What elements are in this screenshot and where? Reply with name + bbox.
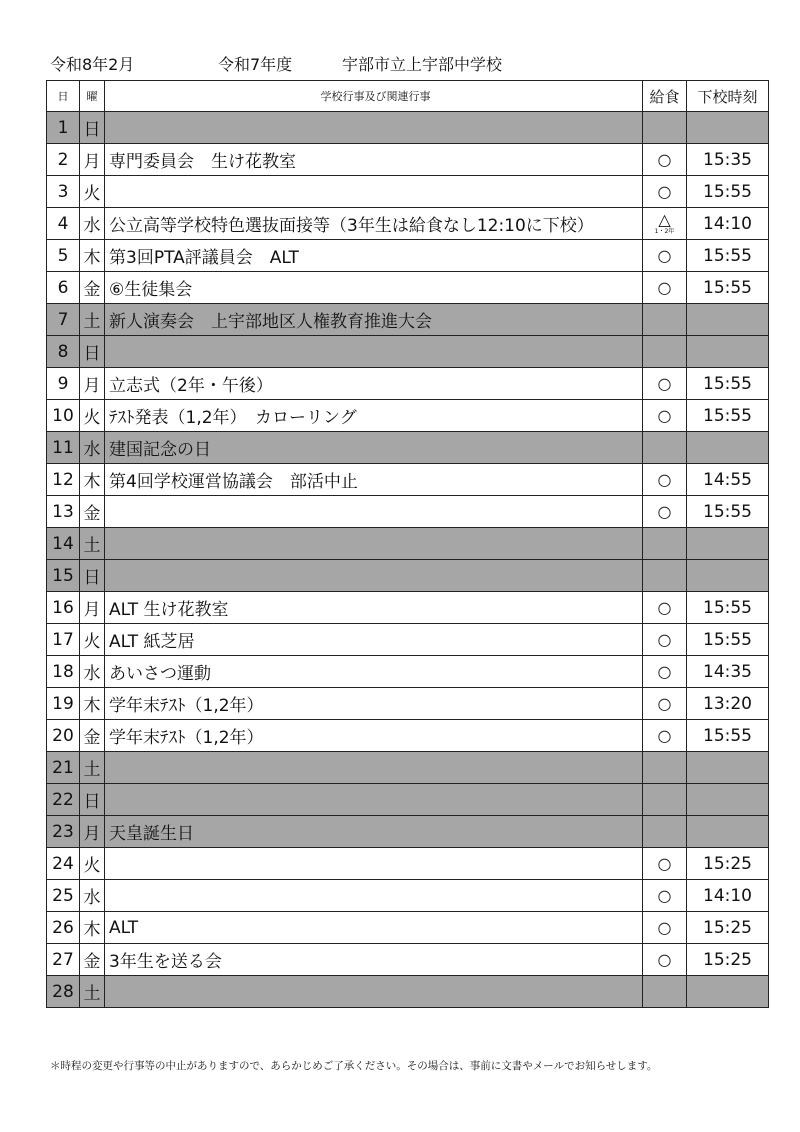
weekday-cell: 月 (80, 816, 105, 848)
table-row (47, 944, 769, 976)
dismissal-time-cell (687, 112, 769, 144)
lunch-mark: ○ (657, 629, 672, 649)
lunch-mark: ○ (657, 501, 672, 521)
table-row (47, 528, 769, 560)
weekday-cell: 火 (80, 176, 105, 208)
lunch-mark: ○ (657, 597, 672, 617)
table-row (47, 336, 769, 368)
dismissal-time-cell: 15:55 (687, 624, 769, 656)
lunch-cell (643, 720, 687, 752)
weekday-cell: 水 (80, 880, 105, 912)
dismissal-time-cell (687, 432, 769, 464)
dismissal-time-cell: 13:20 (687, 688, 769, 720)
table-row (47, 912, 769, 944)
lunch-mark: ○ (657, 277, 672, 297)
weekday-cell: 土 (80, 528, 105, 560)
day-cell: 17 (47, 624, 80, 656)
lunch-mark: ○ (657, 693, 672, 713)
dismissal-time-cell: 15:55 (687, 240, 769, 272)
event-cell (105, 560, 643, 592)
event-cell: ALT 紙芝居 (105, 624, 643, 656)
event-cell: 新人演奏会 上宇部地区人権教育推進大会 (105, 304, 643, 336)
weekday-cell: 土 (80, 304, 105, 336)
table-row (47, 368, 769, 400)
dismissal-time-cell: 14:10 (687, 880, 769, 912)
day-cell: 6 (47, 272, 80, 304)
event-cell: 学年末ﾃｽﾄ（1,2年） (105, 720, 643, 752)
dismissal-time-cell: 15:55 (687, 592, 769, 624)
header-day: 日 (47, 81, 80, 112)
day-cell: 2 (47, 144, 80, 176)
table-row (47, 176, 769, 208)
lunch-cell (643, 944, 687, 976)
table-row (47, 240, 769, 272)
lunch-mark: ○ (657, 885, 672, 905)
lunch-mark: ○ (657, 725, 672, 745)
day-cell: 3 (47, 176, 80, 208)
dismissal-time-cell: 15:25 (687, 848, 769, 880)
dismissal-time-cell (687, 752, 769, 784)
weekday-cell: 木 (80, 688, 105, 720)
lunch-cell (643, 848, 687, 880)
day-cell: 15 (47, 560, 80, 592)
header-month: 令和8年2月 (50, 55, 135, 74)
event-cell: 公立高等学校特色選抜面接等（3年生は給食なし12:10に下校） (105, 208, 643, 240)
weekday-cell: 火 (80, 400, 105, 432)
header-dismissal: 下校時刻 (687, 81, 769, 112)
weekday-cell: 月 (80, 144, 105, 176)
dismissal-time-cell: 15:35 (687, 144, 769, 176)
lunch-mark: ○ (657, 949, 672, 969)
lunch-cell (643, 784, 687, 816)
table-row (47, 656, 769, 688)
dismissal-time-cell: 15:55 (687, 400, 769, 432)
day-cell: 4 (47, 208, 80, 240)
weekday-cell: 水 (80, 432, 105, 464)
lunch-mark: ○ (657, 853, 672, 873)
dismissal-time-cell (687, 304, 769, 336)
lunch-cell (643, 528, 687, 560)
event-cell (105, 880, 643, 912)
weekday-cell: 火 (80, 624, 105, 656)
table-row (47, 112, 769, 144)
weekday-cell: 土 (80, 976, 105, 1008)
table-row (47, 272, 769, 304)
lunch-cell (643, 816, 687, 848)
lunch-cell (643, 176, 687, 208)
footer-note: ＊時程の変更や行事等の中止がありますので、あらかじめご了承ください。その場合は、事前に文書やメールでお知らせします。 (50, 1060, 658, 1072)
dismissal-time-cell: 15:25 (687, 912, 769, 944)
day-cell: 24 (47, 848, 80, 880)
weekday-cell: 木 (80, 464, 105, 496)
lunch-cell (643, 336, 687, 368)
event-cell: 第4回学校運営協議会 部活中止 (105, 464, 643, 496)
weekday-cell: 土 (80, 752, 105, 784)
day-cell: 18 (47, 656, 80, 688)
day-cell: 12 (47, 464, 80, 496)
event-cell: 第3回PTA評議員会 ALT (105, 240, 643, 272)
event-cell: ⑥生徒集会 (105, 272, 643, 304)
lunch-cell (643, 112, 687, 144)
lunch-mark: ○ (657, 149, 672, 169)
lunch-cell (643, 624, 687, 656)
weekday-cell: 水 (80, 656, 105, 688)
table-row (47, 592, 769, 624)
weekday-cell: 水 (80, 208, 105, 240)
weekday-cell: 日 (80, 784, 105, 816)
lunch-note: 1・2年 (654, 228, 675, 235)
dismissal-time-cell: 15:55 (687, 720, 769, 752)
weekday-cell: 月 (80, 592, 105, 624)
schedule-body (47, 112, 769, 1008)
table-row (47, 208, 769, 240)
day-cell: 1 (47, 112, 80, 144)
weekday-cell: 木 (80, 240, 105, 272)
day-cell: 19 (47, 688, 80, 720)
day-cell: 5 (47, 240, 80, 272)
day-cell: 20 (47, 720, 80, 752)
weekday-cell: 金 (80, 944, 105, 976)
table-row (47, 816, 769, 848)
lunch-cell (643, 656, 687, 688)
table-row (47, 784, 769, 816)
lunch-cell (643, 400, 687, 432)
lunch-cell (643, 752, 687, 784)
table-row (47, 400, 769, 432)
event-cell: 専門委員会 生け花教室 (105, 144, 643, 176)
dismissal-time-cell: 15:55 (687, 496, 769, 528)
header-weekday: 曜 (80, 81, 105, 112)
header-fiscal-year: 令和7年度 (218, 55, 293, 74)
day-cell: 26 (47, 912, 80, 944)
lunch-cell (643, 304, 687, 336)
page-header (50, 52, 770, 74)
table-row (47, 304, 769, 336)
event-cell: 天皇誕生日 (105, 816, 643, 848)
dismissal-time-cell (687, 816, 769, 848)
lunch-cell (643, 464, 687, 496)
lunch-cell (643, 880, 687, 912)
weekday-cell: 金 (80, 496, 105, 528)
table-row (47, 848, 769, 880)
dismissal-time-cell: 14:10 (687, 208, 769, 240)
table-row (47, 464, 769, 496)
event-cell (105, 176, 643, 208)
table-row (47, 976, 769, 1008)
event-cell (105, 752, 643, 784)
day-cell: 13 (47, 496, 80, 528)
day-cell: 22 (47, 784, 80, 816)
weekday-cell: 木 (80, 912, 105, 944)
header-events: 学校行事及び関連行事 (105, 81, 643, 112)
dismissal-time-cell (687, 560, 769, 592)
day-cell: 10 (47, 400, 80, 432)
dismissal-time-cell (687, 528, 769, 560)
dismissal-time-cell: 15:55 (687, 176, 769, 208)
header-lunch: 給食 (643, 81, 687, 112)
weekday-cell: 日 (80, 560, 105, 592)
lunch-cell (643, 240, 687, 272)
event-cell (105, 976, 643, 1008)
dismissal-time-cell (687, 336, 769, 368)
day-cell: 28 (47, 976, 80, 1008)
lunch-mark: ○ (657, 245, 672, 265)
table-row (47, 880, 769, 912)
lunch-cell (643, 496, 687, 528)
table-row (47, 560, 769, 592)
event-cell (105, 528, 643, 560)
event-cell: 3年生を送る会 (105, 944, 643, 976)
monthly-schedule-table (46, 80, 769, 1008)
lunch-mark: ○ (657, 469, 672, 489)
event-cell: ALT 生け花教室 (105, 592, 643, 624)
day-cell: 16 (47, 592, 80, 624)
lunch-mark: ○ (657, 181, 672, 201)
lunch-cell (643, 976, 687, 1008)
lunch-mark: ○ (657, 917, 672, 937)
weekday-cell: 日 (80, 112, 105, 144)
event-cell (105, 112, 643, 144)
lunch-cell (643, 560, 687, 592)
day-cell: 21 (47, 752, 80, 784)
event-cell: 学年末ﾃｽﾄ（1,2年） (105, 688, 643, 720)
event-cell: 立志式（2年・午後） (105, 368, 643, 400)
dismissal-time-cell: 15:55 (687, 272, 769, 304)
dismissal-time-cell: 15:55 (687, 368, 769, 400)
table-row (47, 624, 769, 656)
table-header-row (47, 81, 769, 112)
lunch-mark: ○ (657, 661, 672, 681)
lunch-cell (643, 208, 687, 240)
lunch-mark: ○ (657, 373, 672, 393)
day-cell: 25 (47, 880, 80, 912)
dismissal-time-cell (687, 784, 769, 816)
day-cell: 8 (47, 336, 80, 368)
lunch-mark: ○ (657, 405, 672, 425)
table-row (47, 720, 769, 752)
event-cell (105, 848, 643, 880)
lunch-cell (643, 432, 687, 464)
event-cell: あいさつ運動 (105, 656, 643, 688)
event-cell: 建国記念の日 (105, 432, 643, 464)
day-cell: 23 (47, 816, 80, 848)
dismissal-time-cell (687, 976, 769, 1008)
lunch-cell (643, 592, 687, 624)
weekday-cell: 日 (80, 336, 105, 368)
weekday-cell: 金 (80, 272, 105, 304)
lunch-cell (643, 272, 687, 304)
day-cell: 14 (47, 528, 80, 560)
header-school-name: 宇部市立上宇部中学校 (342, 55, 503, 74)
weekday-cell: 火 (80, 848, 105, 880)
event-cell (105, 336, 643, 368)
event-cell (105, 496, 643, 528)
dismissal-time-cell: 15:25 (687, 944, 769, 976)
table-row (47, 496, 769, 528)
table-row (47, 752, 769, 784)
table-row (47, 432, 769, 464)
lunch-cell (643, 912, 687, 944)
day-cell: 27 (47, 944, 80, 976)
day-cell: 11 (47, 432, 80, 464)
event-cell: ﾃｽﾄ発表（1,2年） カローリング (105, 400, 643, 432)
dismissal-time-cell: 14:35 (687, 656, 769, 688)
weekday-cell: 月 (80, 368, 105, 400)
day-cell: 9 (47, 368, 80, 400)
event-cell: ALT (105, 912, 643, 944)
weekday-cell: 金 (80, 720, 105, 752)
lunch-mark: △ (658, 210, 671, 229)
table-row (47, 688, 769, 720)
lunch-cell (643, 144, 687, 176)
dismissal-time-cell: 14:55 (687, 464, 769, 496)
day-cell: 7 (47, 304, 80, 336)
event-cell (105, 784, 643, 816)
lunch-cell (643, 688, 687, 720)
lunch-cell (643, 368, 687, 400)
table-row (47, 144, 769, 176)
